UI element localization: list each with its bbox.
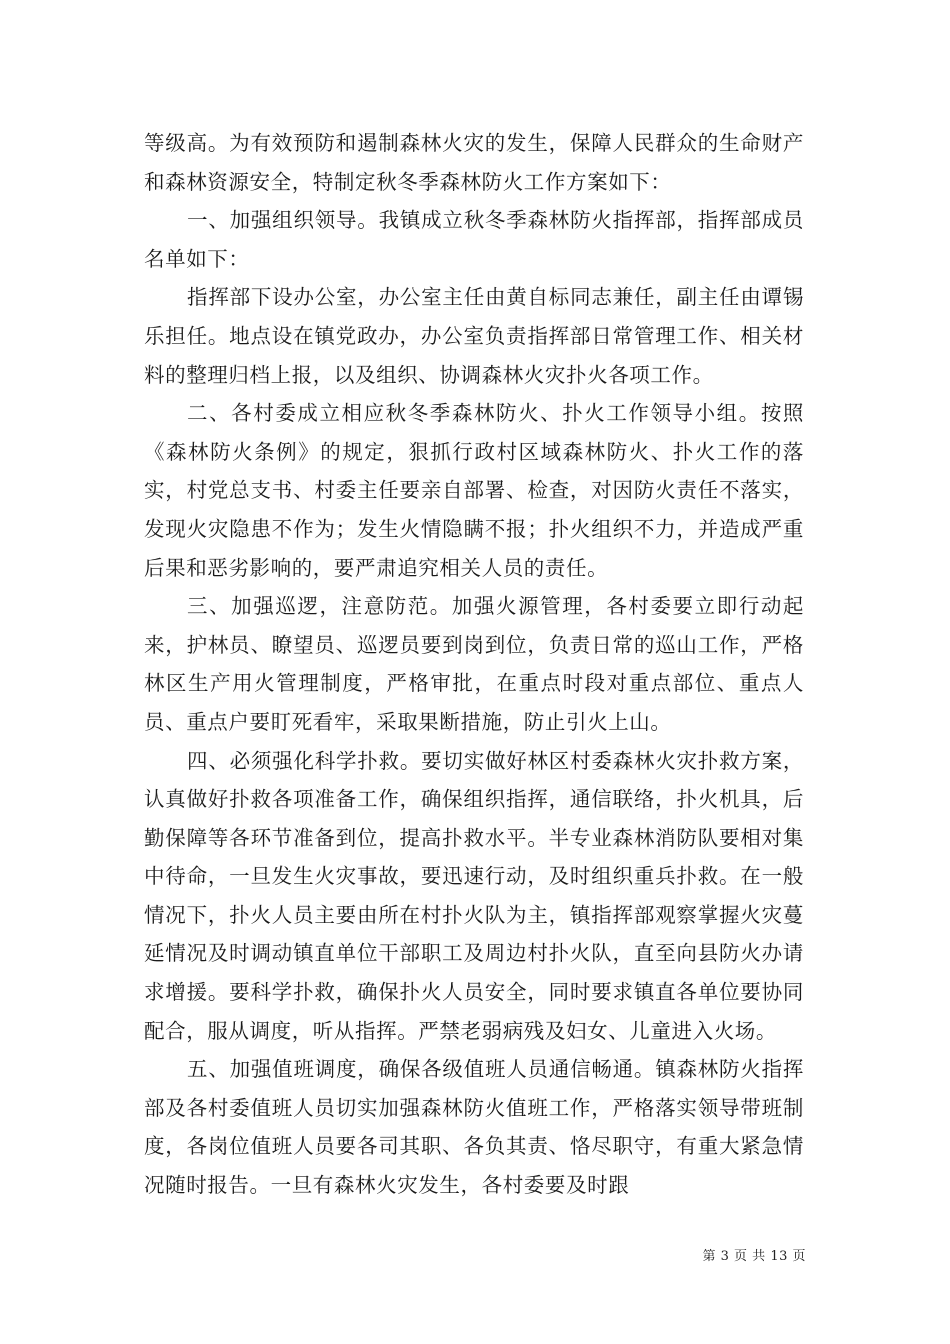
page-number-footer: 第 3 页 共 13 页 — [702, 1249, 806, 1264]
paragraph-section-2: 二、各村委成立相应秋冬季森林防火、扑火工作领导小组。按照《森林防火条例》的规定，狠抓行政村区域森林防火、扑火工作的落实，村党总支书、村委主任要亲自部署、检查，对因防火责任不落实，发现火灾隐患不作为；发生火情隐瞒不报；扑火组织不力，并造成严重后果和恶劣影响的，要严肃追究相关人员的责任。 — [144, 401, 804, 580]
paragraph-intro-continued: 等级高。为有效预防和遏制森林火灾的发生，保障人民群众的生命财产和森林资源安全，特制定秋冬季森林防火工作方案如下： — [144, 131, 804, 194]
paragraph-section-4: 四、必须强化科学扑救。要切实做好林区村委森林火灾扑救方案，认真做好扑救各项准备工作，确保组织指挥，通信联络，扑火机具，后勤保障等各环节准备到位，提高扑救水平。半专业森林消防队要相对集中待命，一旦发生火灾事故，要迅速行动，及时组织重兵扑救。在一般情况下，扑火人员主要由所在村扑火队为主，镇指挥部观察掌握火灾蔓延情况及时调动镇直单位干部职工及周边村扑火队，直至向县防火办请求增援。要科学扑救，确保扑火人员安全，同时要求镇直各单位要协同配合，服从调度，听从指挥。严禁老弱病残及妇女、儿童进入火场。 — [144, 748, 804, 1043]
paragraph-office-setup: 指挥部下设办公室，办公室主任由黄自标同志兼任，副主任由谭锡乐担任。地点设在镇党政办，办公室负责指挥部日常管理工作、相关材料的整理归档上报，以及组织、协调森林火灾扑火各项工作。 — [144, 285, 804, 387]
paragraph-section-5: 五、加强值班调度，确保各级值班人员通信畅通。镇森林防火指挥部及各村委值班人员切实加强森林防火值班工作，严格落实领导带班制度，各岗位值班人员要各司其职、各负其责、恪尽职守，有重大紧急情况随时报告。一旦有森林火灾发生，各村委要及时跟 — [144, 1057, 804, 1198]
paragraph-section-3: 三、加强巡逻，注意防范。加强火源管理，各村委要立即行动起来，护林员、瞭望员、巡逻员要到岗到位，负责日常的巡山工作，严格林区生产用火管理制度，严格审批，在重点时段对重点部位、重点人员、重点户要盯死看牢，采取果断措施，防止引火上山。 — [144, 594, 804, 734]
paragraph-section-1: 一、加强组织领导。我镇成立秋冬季森林防火指挥部，指挥部成员名单如下： — [144, 208, 804, 271]
document-body — [144, 124, 804, 1205]
